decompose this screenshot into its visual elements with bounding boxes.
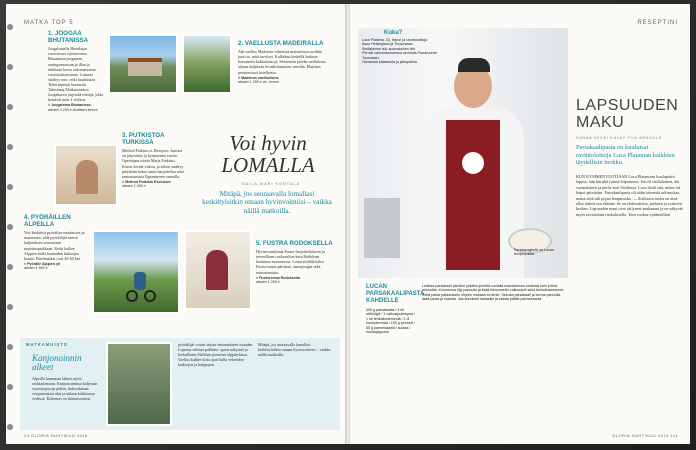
binder-rings (6, 4, 14, 444)
spot-1 (48, 30, 104, 112)
recipe-steps: Leikkaa parsakaali pieniksi paloiksi ja keitä suolalla maustetussa vedessä noin kolme minuuttia. Kuumenna öljy pannulla ja lisää hienonnettu valkosipuli sekä fenkolinsiemenet. Keitä pasta pakkauksen ohjeen mukaan al dente. Sekoita parsakaali ja kerma pannulla, lisää pasta ja mausta. Jaa annokset lautasille ja raasta päälle parmesaania. (422, 284, 565, 302)
alps-cycling-photo (92, 230, 180, 314)
recipe-heading (366, 284, 425, 335)
intro: Mitäpä, jos seuraavalla lomallasi keskittyisitkin omaan hyvinvointiisi – vaikka näillä matkoilla. (202, 190, 332, 215)
who-item-1: Luca Platania, 33, leipuri ja ravintoloitsija. (362, 38, 428, 42)
right-page (350, 4, 690, 444)
photo-caption: Parsaspaghetti on Lucan lempiruokaa. (514, 248, 554, 257)
spot-4 (24, 214, 86, 271)
spot-4-text: Voit keskittyä pyöräilyn nautintoon ja maisemiin, sillä pyöräilijät saavat kuljetuksen seuraavaan majoituspaikkaan. Reitti kulkee Alppien halki kauniiden laaksojen kautta. Päivämatkat ovat 40-60 km. (24, 230, 85, 261)
who-title: Kuka? (384, 30, 403, 36)
spot-3-link: > Method Putkisto Exclusive (122, 179, 171, 184)
spot-1-text: Joogalomalla Himalajan vuoristossa sijaitsevassa Bhutanissa joogataan auringonnousun ja illan ja tutkitaan kuvia uskomattomia vuoristolmaisemia. Lomaan sisältyy mm. retki kuuluisaan Tiikerinpesän luostariin. Taktshang Matkatoimisto Joogakurssi järjestää reittejä, jotka kestävät noin 2 viikkoa. (48, 46, 104, 103)
memo-body-2: Mitäpä, jos seuraavalla lomallasi keskittyisitkin omaan hyvinvointiisi – vaikka näillä matkoilla. (258, 342, 331, 358)
spot-1-title: 1. JOOGAA BHUTANISSA (48, 30, 89, 45)
spot-2-text: Alti-vaellus Madeiran vehreissä maisemissa on ehkä juuri se, mitä tarvitset. Kulkekaa keskellä laakson kasvaneita kukkaloistoja. Seitsemän päivän vaelluksen aikana kuljetaan levada-kanavien varrella. Majoitus perinteisissä hotelleissa. (238, 49, 326, 75)
spot-4-title: 4. PYÖRÄILLEN ALPEILLA (24, 214, 71, 229)
memo-label: MATKAMUISTO (26, 342, 69, 347)
article-byline: SANNA KEKKI KUVAT PIIA ARNOULD (576, 136, 663, 140)
headline: Voi hyvin LOMALLA (221, 131, 315, 178)
who-item-5: Harrastaa kalastusta ja jalkapalloa. (362, 60, 418, 65)
spot-3-price: alkaen 1 090 e (122, 184, 146, 189)
memo-body: pyöräilijät voivat taittaa ensimmäisen osuuden. Lopussa odottaa palkinto: upeat näkymät ja herkullinen illallinen pienessä alppikylässä. Vaellus kulkee koko ajan halki vehreiden laaksojen ja huippujen. (178, 342, 254, 368)
section-label-right: RESEPTINI (637, 20, 678, 26)
canyoning-photo (106, 342, 172, 426)
turkey-exercise-photo (54, 144, 118, 206)
spot-5-title: 5. FUSTRA RODOKSELLA (256, 240, 333, 247)
who-item-2: Asuu Helsingissä ja Tuusulassa. (362, 42, 414, 47)
spot-4-link: > Pyöräile Alppien yli (24, 261, 61, 266)
spot-3-title: 3. PUTKISTOA TURKISSA (122, 132, 165, 147)
recipe-title: LUCAN PARSAKAALIPASTA KAHDELLE (366, 284, 425, 304)
spot-5-price: alkaen 1 265 e (256, 280, 280, 285)
bhutan-monastery-photo (108, 34, 178, 94)
spot-1-link: > Joogaloma Bhutanissa (48, 103, 91, 108)
madeira-hike-photo (182, 34, 232, 94)
byline: SAILA-MARI KONTALA (241, 182, 301, 186)
memo-text: Alpeille kannattaa lähteä myös seikkailemaan. Kanjonoinnissa kuljetaan vuoristopuroja pitkin, laskeudutaan vesiputouksia alas ja uidaan kirkkaassa vedessä. Kokemus on ikimuistoinen. (32, 376, 98, 402)
spot-5-text: Hyvinvointiloma Fustra-harjoitteluineen ja terveellisen ruokavalion kera Rodoksen kauniissa maisemissa. Loma sisältää kaksi Fustra-tuntia päivässä, aamujoogaa sekä rentoutumista. (256, 249, 325, 275)
article-lead: Parsakaalipasta on kuuluisat ravintoloitsija Luca Platanian kaikkien täydellisin herkku. (576, 144, 675, 167)
left-footer: 24 GLORIA HUHTIKUU 2016 (24, 433, 88, 438)
spot-2-title: 2. VAELLUSTA MADEIRALLA (238, 40, 324, 47)
article-title: LAPSUUDEN MAKU (576, 97, 679, 131)
spot-5 (256, 240, 334, 285)
spot-4-price: alkaen 1 690 e (24, 266, 48, 271)
section-label: MATKA TOP 5 (24, 20, 74, 26)
who-item-3: Sisilialainen isä, suomalainen äiti. (362, 46, 416, 51)
spot-5-link: > Fustra-loma Rodoksella (256, 275, 300, 280)
memo-title: Kanjonoinnin alkeet (32, 353, 82, 372)
spot-2-price: alkaen 1 295 e sis. lennot (238, 80, 279, 85)
spot-1-price: alkaen 3 250 e sisältäen lennot (48, 107, 98, 112)
who-box (362, 30, 448, 65)
article-body: KUN KYMMENVUOTIAAN Luca Plataniaan koulupäivä loppui, hän kiiruhti isänsä leipomoon. Isä oli sisilialainen, äiti suomalainen ja perhe asui Sisiliassa. Luca ihaili sitä, miten isä leipoi päivittäin. Parsakaalipasta oli äidin tekemää arkiruokaa, mutta siitä tuli pojan lempiruoka. — Sisiliassa ruoka on aina ollut tärkeä osa elämää. Se on yhdessäoloa, perheen ja ystävien kesken. Lapsuuden maut ovat säilyneet mukanani ja ne näkyvät myös ravintolani ruokalistalla. Teen ruokaa sydämelläni. (576, 174, 683, 217)
who-item-4: Perusti vaimonsa kanssa ravintola Pizzaruumin Tuusulaan. (362, 51, 438, 60)
spot-2 (238, 40, 330, 85)
spot-2-link: > Madeiran vaellusloma (238, 75, 279, 80)
left-page (6, 4, 346, 444)
spot-3 (122, 132, 184, 189)
spot-3-text: Method Putkisto ei Dionysos -kurssia on järjestetty jo kymmenen vuotta. Opettajana toimii Marja Putkisto. Kurssi kestää viikon, ja siihen sisältyy päivittäin kaksi tuntia harjoittelua sekä rentoutumista Egeanmeren rannalla. (122, 148, 184, 179)
recipe-ingredients: 400 g parsakaalia / 4 rkl oliiviöljyä / 1 valkosipulinkynsi / 1 rkl fenkolinsiemeniä / 1 dl kuohukermaa / 150 g penneä / 50 g parmesaania / suolaa / mustapippuria (366, 307, 416, 335)
rhodes-fustra-photo (184, 230, 252, 310)
chef-photo (358, 28, 568, 278)
right-footer: GLORIA HUHTIKUU 2016 111 (612, 433, 678, 438)
